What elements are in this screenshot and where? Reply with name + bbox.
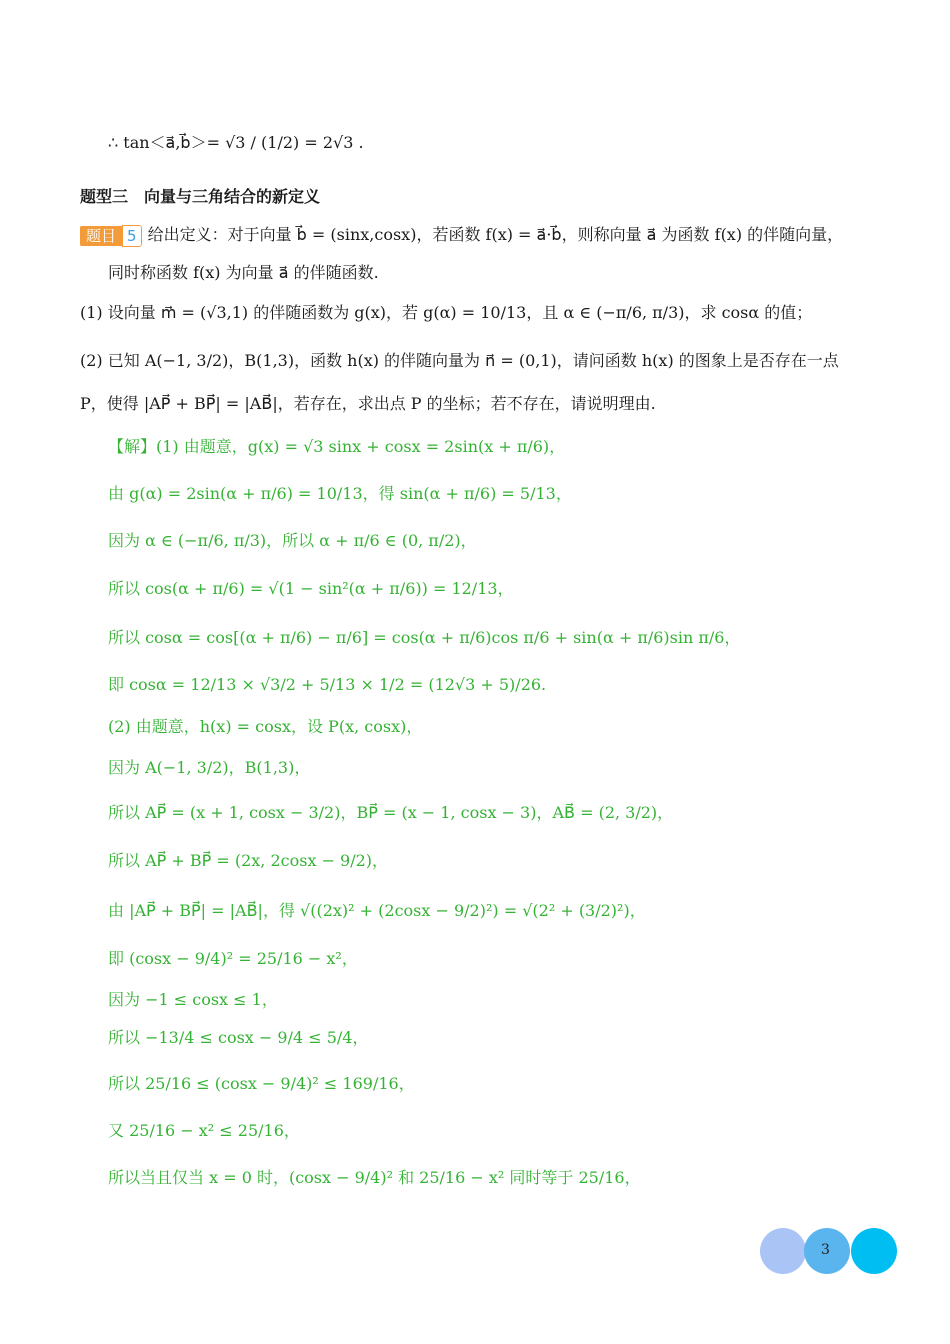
solution-line: 【解】(1) 由题意，g(x) = √3 sinx + cosx = 2sin(x + π/6)，	[108, 437, 566, 456]
solution-line: 所以 cosα = cos[(α + π/6) − π/6] = cos(α + π/6)cos π/6 + sin(α + π/6)sin π/6，	[108, 628, 741, 647]
problem-tag	[80, 225, 142, 247]
solution-line: 由 |AP⃗ + BP⃗| = |AB⃗|，得 √((2x)² + (2cosx − 9/2)²) = √(2² + (3/2)²)，	[108, 901, 646, 920]
page-number-badge	[760, 1228, 902, 1278]
page-number: 3	[821, 1242, 830, 1258]
solution-line: 即 (cosx − 9/4)² = 25/16 − x²，	[108, 949, 358, 968]
problem-text-1: 给出定义：对于向量 b⃗ = (sinx,cosx)，若函数 f(x) = a⃗·b⃗，则称向量 a⃗ 为函数 f(x) 的伴随向量，	[147, 225, 844, 244]
solution-line: 所以 AP⃗ = (x + 1, cosx − 3/2)，BP⃗ = (x − 1, cosx − 3)，AB⃗ = (2, 3/2)，	[108, 803, 674, 822]
problem-line-2: 同时称函数 f(x) 为向量 a⃗ 的伴随函数.	[108, 263, 379, 282]
question-2: (2) 已知 A(−1, 3/2)，B(1,3)，函数 h(x) 的伴随向量为 n⃗ = (0,1)，请问函数 h(x) 的图象上是否存在一点	[80, 351, 839, 370]
problem-line-1	[80, 224, 843, 247]
solution-line: 所以 −13/4 ≤ cosx − 9/4 ≤ 5/4，	[108, 1028, 369, 1047]
solution-line: 所以 cos(α + π/6) = √(1 − sin²(α + π/6)) = 12/13，	[108, 579, 514, 598]
solution-line: 又 25/16 − x² ≤ 25/16，	[108, 1121, 300, 1140]
tag-label: 题目	[80, 226, 122, 246]
solution-line: (2) 由题意，h(x) = cosx，设 P(x, cosx)，	[108, 717, 423, 736]
solution-line: 所以 AP⃗ + BP⃗ = (2x, 2cosx − 9/2)，	[108, 851, 389, 870]
solution-line: 因为 α ∈ (−π/6, π/3)，所以 α + π/6 ∈ (0, π/2)，	[108, 531, 477, 550]
question-1: (1) 设向量 m⃗ = (√3,1) 的伴随函数为 g(x)，若 g(α) = 10/13，且 α ∈ (−π/6, π/3)，求 cosα 的值；	[80, 303, 813, 322]
solution-line: 所以 25/16 ≤ (cosx − 9/4)² ≤ 169/16，	[108, 1074, 415, 1093]
solution-line: 因为 A(−1, 3/2)，B(1,3)，	[108, 758, 311, 777]
formula-line: ∴ tan＜a⃗,b⃗＞= √3 / (1/2) = 2√3 .	[108, 133, 364, 152]
tag-number: 5	[122, 225, 142, 247]
section-heading: 题型三 向量与三角结合的新定义	[80, 187, 321, 206]
badge-circle-right	[851, 1228, 897, 1274]
solution-line: 所以当且仅当 x = 0 时，(cosx − 9/4)² 和 25/16 − x² 同时等于 25/16，	[108, 1168, 641, 1187]
solution-line: 因为 −1 ≤ cosx ≤ 1，	[108, 990, 278, 1009]
solution-line: 由 g(α) = 2sin(α + π/6) = 10/13，得 sin(α + π/6) = 5/13，	[108, 484, 572, 503]
solution-line: 即 cosα = 12/13 × √3/2 + 5/13 × 1/2 = (12√3 + 5)/26.	[108, 675, 547, 694]
badge-circle-left	[760, 1228, 806, 1274]
question-2-cont: P，使得 |AP⃗ + BP⃗| = |AB⃗|，若存在，求出点 P 的坐标；若不存在，请说明理由.	[80, 394, 656, 413]
